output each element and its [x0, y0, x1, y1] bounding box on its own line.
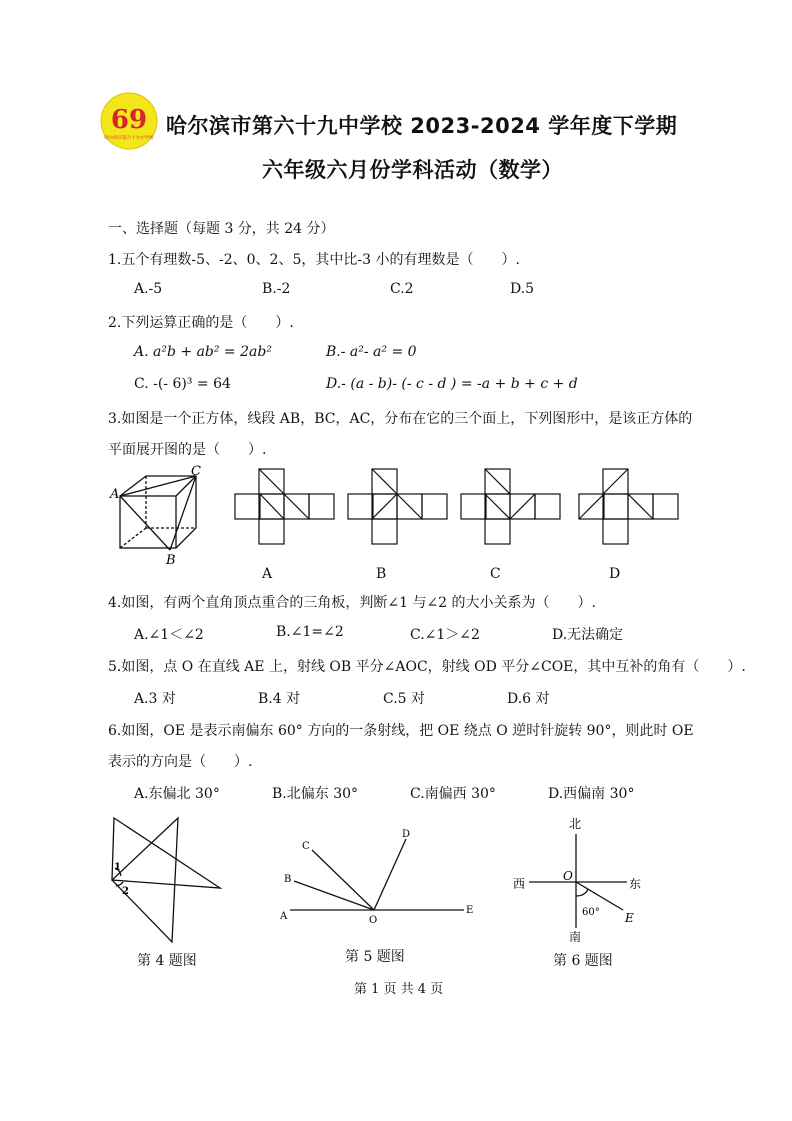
- fig5-label-a: A: [280, 911, 288, 922]
- question-4-stem: 4.如图，有两个直角顶点重合的三角板，判断∠1 与∠2 的大小关系为（ ）.: [108, 595, 596, 611]
- q4-option-c: C.∠1＞∠2: [410, 627, 480, 643]
- q4-option-b: B.∠1=∠2: [276, 624, 344, 640]
- figure-5-caption: 第 5 题图: [345, 949, 405, 965]
- fig6-label-west: 西: [513, 877, 526, 891]
- q3-net-a: [234, 468, 338, 548]
- q2-option-b: B.- a²- a² = 0: [326, 344, 417, 360]
- exam-title-line2: 六年级六月份学科活动（数学）: [262, 158, 563, 182]
- fig5-label-d: D: [402, 829, 411, 840]
- fig6-label-north: 北: [569, 817, 582, 831]
- cube-label-c: C: [191, 464, 201, 479]
- question-6-stem-line2: 表示的方向是（ ）.: [108, 754, 253, 770]
- figure-4-caption: 第 4 题图: [137, 953, 197, 969]
- q1-option-c: C.2: [390, 281, 414, 297]
- q6-option-c: C.南偏西 30°: [410, 786, 496, 802]
- fig5-label-o: O: [369, 915, 378, 925]
- q3-option-a: A: [262, 566, 273, 582]
- q3-option-b: B: [376, 566, 387, 582]
- school-logo: [100, 92, 158, 150]
- figure-5: [278, 825, 478, 925]
- q4-option-d: D.无法确定: [552, 627, 624, 643]
- fig6-label-60deg: 60°: [582, 907, 600, 918]
- q3-cube-figure: [106, 462, 216, 572]
- figure-6: [505, 812, 655, 944]
- q1-option-d: D.5: [510, 281, 535, 297]
- q3-net-c: [460, 468, 564, 548]
- q3-net-b: [347, 468, 451, 548]
- logo-number: 69: [110, 105, 148, 135]
- figure-4: [100, 812, 230, 947]
- cube-label-a: A: [110, 487, 120, 502]
- fig5-label-b: B: [284, 874, 292, 885]
- section-heading: 一、选择题（每题 3 分，共 24 分）: [108, 221, 335, 237]
- q6-option-b: B.北偏东 30°: [272, 786, 359, 802]
- q6-option-a: A.东偏北 30°: [134, 786, 220, 802]
- fig5-label-e: E: [466, 905, 474, 916]
- question-3-stem-line1: 3.如图是一个正方体，线段 AB，BC，AC，分布在它的三个面上，下列图形中，是该正方体的: [108, 411, 693, 427]
- exam-title-line1: 哈尔滨市第六十九中学校 2023-2024 学年度下学期: [166, 114, 678, 138]
- fig6-label-e: E: [625, 911, 634, 925]
- fig4-angle-1: 1: [114, 862, 121, 873]
- q5-option-b: B.4 对: [258, 691, 301, 707]
- fig6-label-south: 南: [569, 930, 582, 944]
- q5-option-a: A.3 对: [134, 691, 176, 707]
- fig5-label-c: C: [302, 841, 310, 852]
- fig6-label-o: O: [563, 869, 573, 883]
- q5-option-d: D.6 对: [507, 691, 550, 707]
- q4-option-a: A.∠1＜∠2: [134, 627, 204, 643]
- fig4-angle-2: 2: [122, 886, 129, 897]
- q3-option-c: C: [490, 566, 501, 582]
- page-footer: 第 1 页 共 4 页: [354, 982, 444, 997]
- figure-6-caption: 第 6 题图: [553, 953, 613, 969]
- q2-option-c: C. -(- 6)³ = 64: [134, 376, 231, 392]
- question-1-stem: 1.五个有理数-5、-2、0、2、5，其中比-3 小的有理数是（ ）.: [108, 252, 520, 268]
- q2-option-a: A. a²b + ab² = 2ab²: [134, 344, 272, 360]
- question-5-stem: 5.如图，点 O 在直线 AE 上，射线 OB 平分∠AOC，射线 OD 平分∠COE，其中互补的角有（ ）.: [108, 659, 746, 675]
- fig6-label-east: 东: [629, 877, 642, 891]
- q3-option-d: D: [609, 566, 621, 582]
- q5-option-c: C.5 对: [383, 691, 426, 707]
- question-6-stem-line1: 6.如图，OE 是表示南偏东 60° 方向的一条射线，把 OE 绕点 O 逆时针旋转 90°，则此时 OE: [108, 723, 694, 739]
- q1-option-a: A.-5: [134, 281, 163, 297]
- q2-option-d: D.- (a - b)- (- c - d ) = -a + b + c + d: [326, 376, 578, 392]
- q3-net-d: [578, 468, 684, 548]
- logo-caption: 哈尔滨市第六十九中学校: [104, 136, 154, 141]
- question-3-stem-line2: 平面展开图的是（ ）.: [108, 442, 267, 458]
- question-2-stem: 2.下列运算正确的是（ ）.: [108, 315, 294, 331]
- q6-option-d: D.西偏南 30°: [548, 786, 635, 802]
- cube-label-b: B: [166, 553, 176, 568]
- q1-option-b: B.-2: [262, 281, 291, 297]
